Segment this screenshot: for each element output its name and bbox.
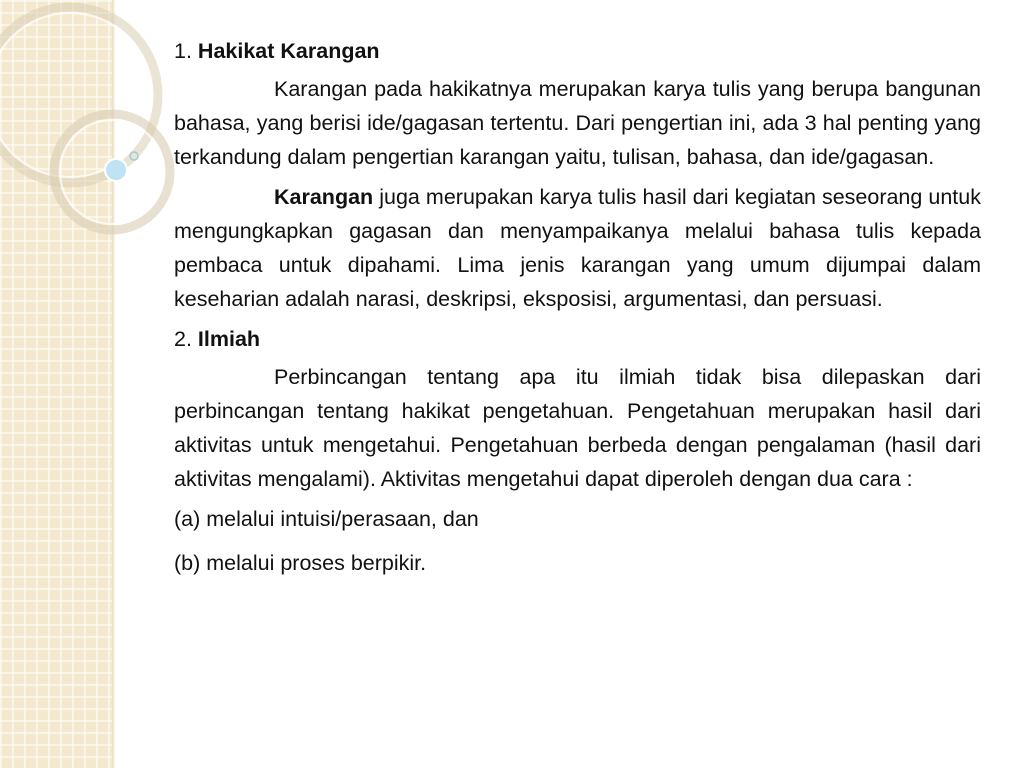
section-1-paragraph-2-text: juga merupakan karya tulis hasil dari kegiatan seseorang untuk mengungkapkan gagasan dan menyampaikanya melalui bahasa tulis kepada pembaca untuk dipahami. Lima jenis karangan yang umum dijumpai dalam keseharian adalah narasi, deskripsi, eksposisi, argumentasi, dan persuasi. [174,185,981,311]
list-item-b: (b) melalui proses berpikir. [174,551,427,575]
section-1-paragraph-2 [174,180,981,316]
list-item-a: (a) melalui intuisi/perasaan, dan [174,507,479,531]
blue-dot-small [130,152,138,160]
section-2-title: Ilmiah [197,327,261,351]
section-1-paragraph-1: Karangan pada hakikatnya merupakan karya tulis yang berupa bangunan bahasa, yang berisi ide/gagasan tertentu. Dari pengertian ini, ada 3 hal penting yang terkandung dalam pengertian karangan yaitu, tulisan, bahasa, dan ide/gagasan. [174,77,981,169]
section-1-number: 1. [174,39,192,63]
section-2-paragraph-1: Perbincangan tentang apa itu ilmiah tidak bisa dilepaskan dari perbincangan tentang hakikat pengetahuan. Pengetahuan merupakan hasil dari aktivitas untuk mengetahui. Pengetahuan berbeda dengan pengalaman (hasil dari aktivitas mengalami). Aktivitas mengetahui dapat diperoleh dengan dua cara : [174,365,981,491]
karangan-bold-term: Karangan [274,185,374,209]
section-1-title: Hakikat Karangan [197,39,380,63]
decorative-side-panel [0,0,112,768]
section-2-number: 2. [174,327,192,351]
side-panel-edge [112,0,115,768]
section-1-heading [174,34,981,68]
slide-body [174,34,981,590]
section-2-heading [174,322,981,356]
